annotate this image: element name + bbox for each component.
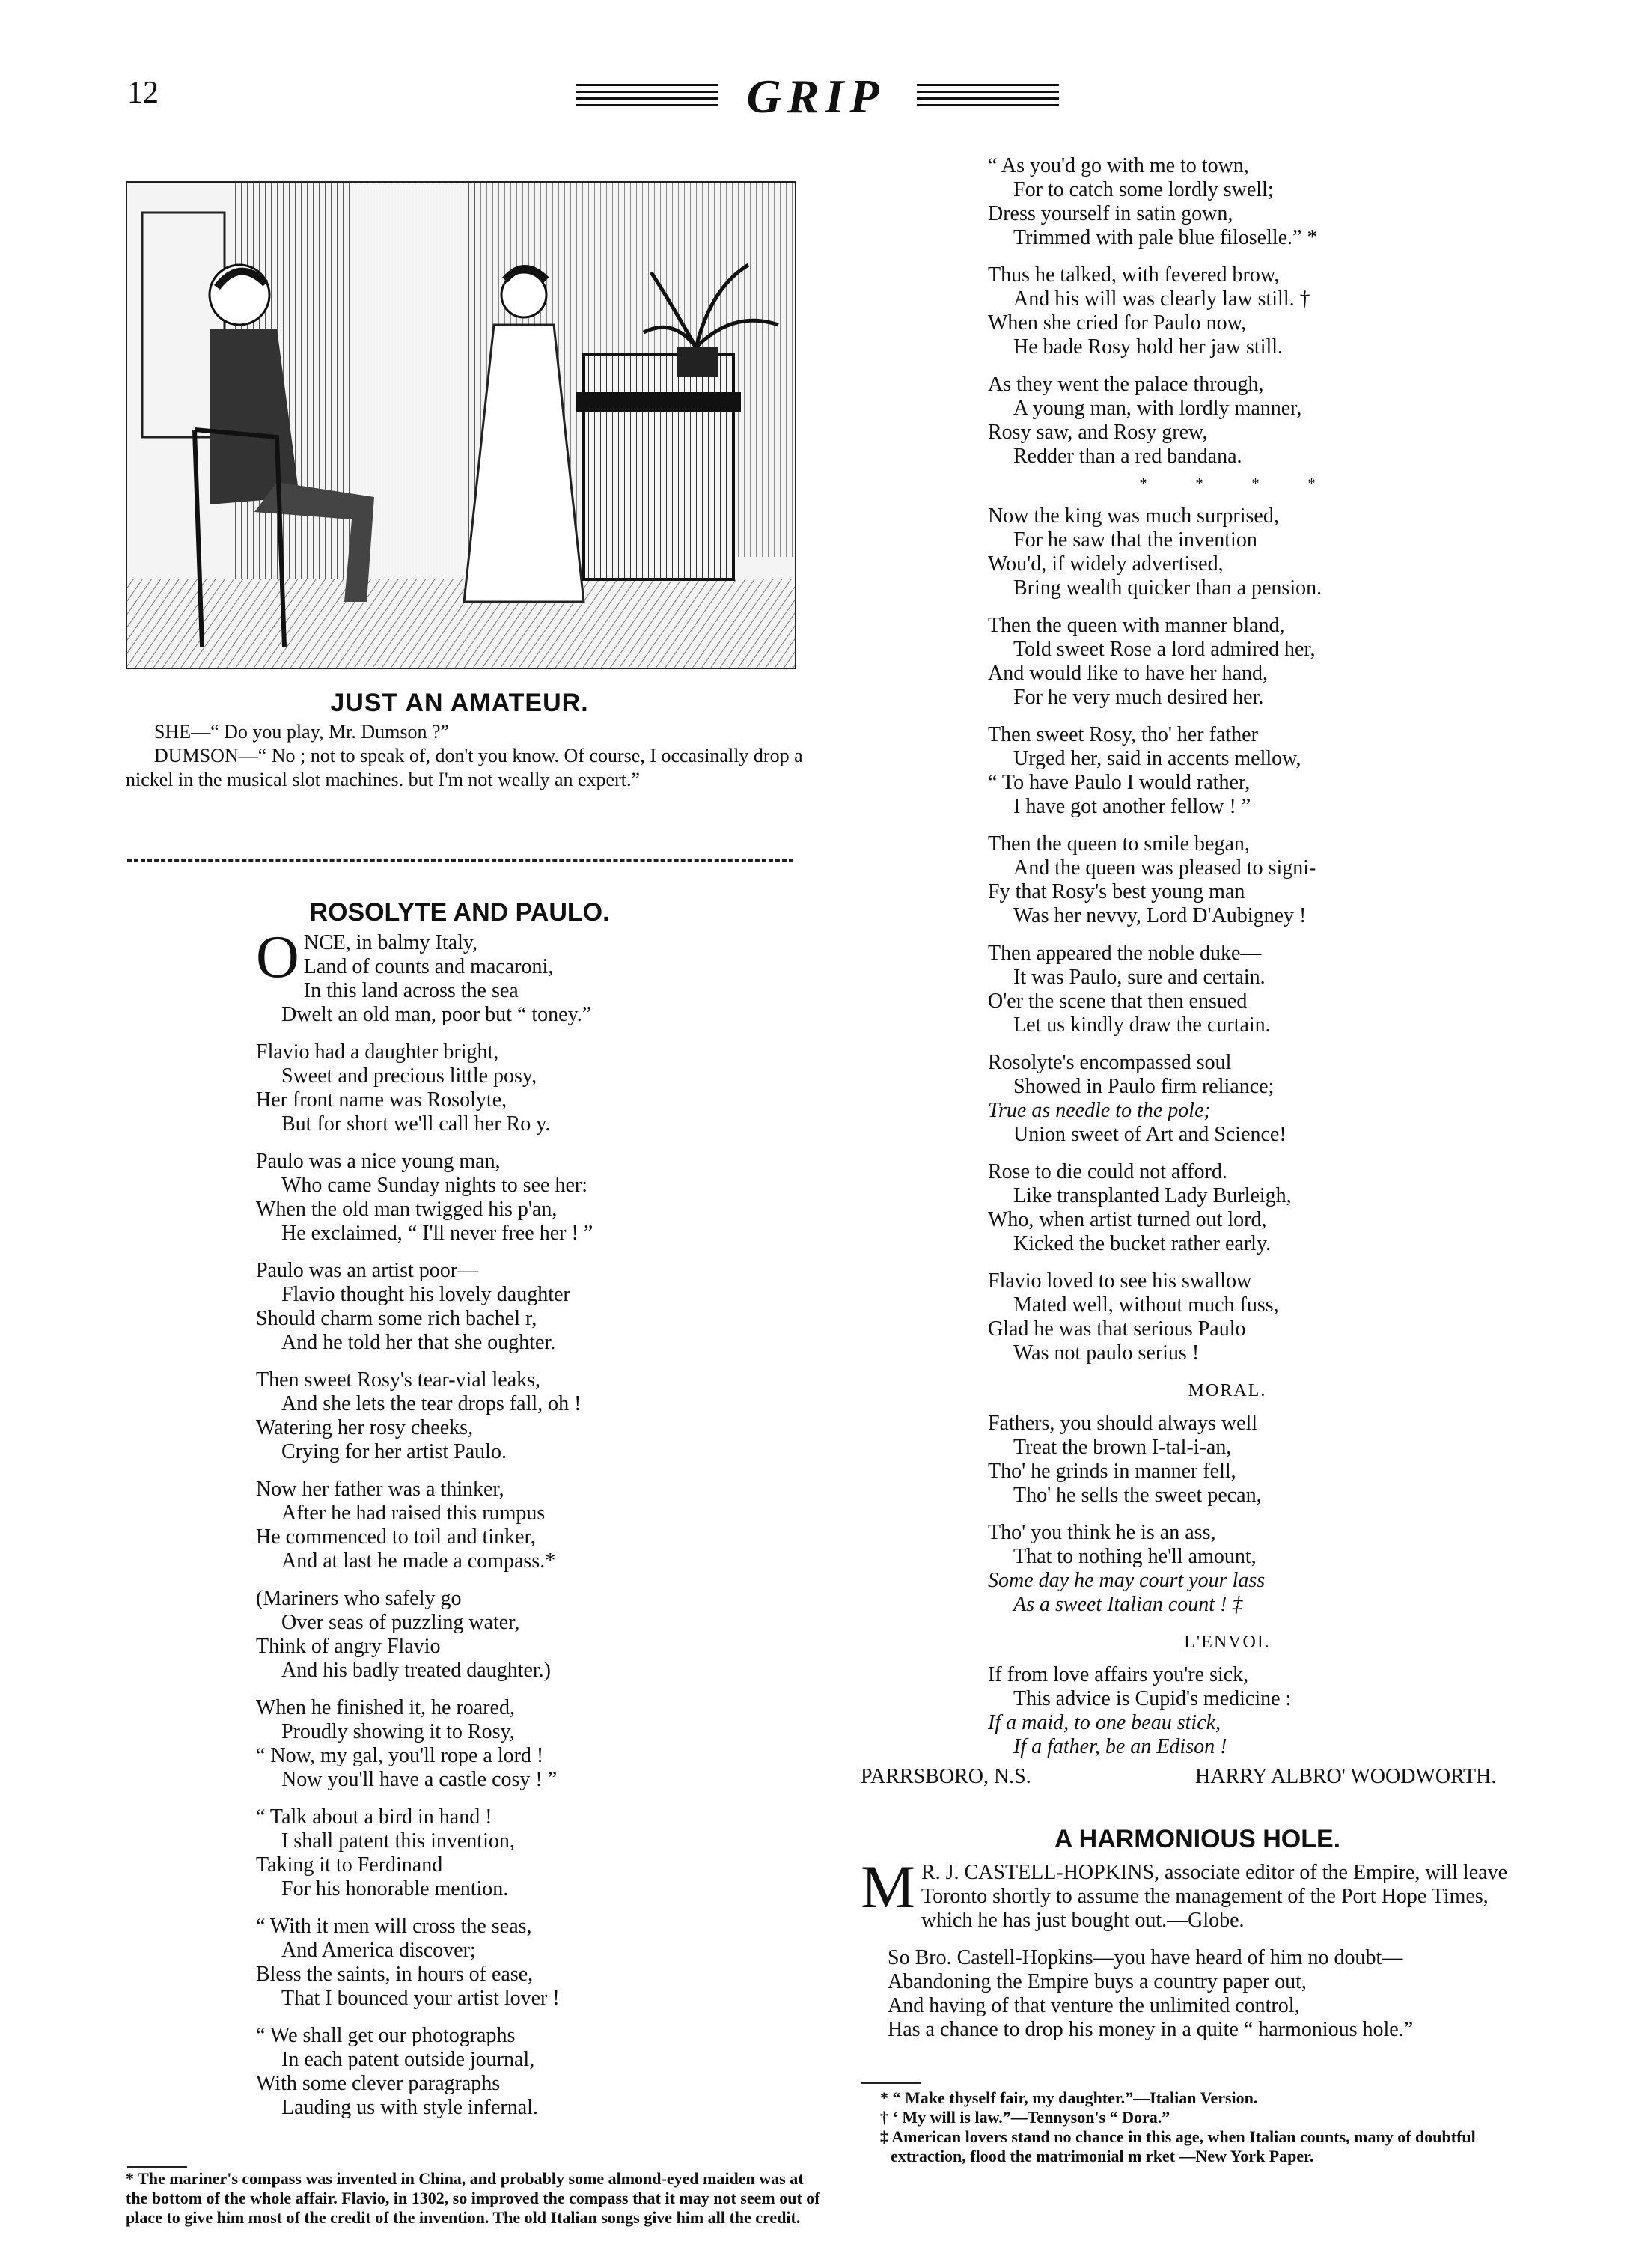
- article-lead: [861, 1853, 1527, 1933]
- verse-line: Sweet and precious little posy,: [281, 1064, 537, 1088]
- masthead-rule-left: [576, 79, 718, 114]
- verse-line: Tho' he grinds in manner fell,: [988, 1460, 1236, 1483]
- verse-line: Told sweet Rose a lord admired her,: [1013, 638, 1316, 661]
- stanza: [988, 723, 1467, 819]
- stanza: [256, 1368, 675, 1464]
- stanza: [256, 1805, 675, 1901]
- verse-line: Wou'd, if widely advertised,: [988, 552, 1224, 576]
- verse-line: Let us kindly draw the curtain.: [1013, 1013, 1271, 1037]
- verse-line: Crying for her artist Paulo.: [281, 1440, 507, 1463]
- verse-line: If from love affairs you're sick,: [988, 1663, 1249, 1686]
- verse-line: Now her father was a thinker,: [256, 1478, 504, 1501]
- verse-line: As a sweet Italian count ! ‡: [1013, 1593, 1243, 1616]
- footnote-item: * “ Make thyself fair, my daughter.”—Italian Version.: [880, 2088, 1258, 2107]
- verse-line: Treat the brown I-tal-i-an,: [1013, 1436, 1232, 1459]
- verse-line: Then appeared the noble duke—: [988, 942, 1262, 965]
- stanza: [256, 1478, 675, 1573]
- verse-line: “ As you'd go with me to town,: [988, 154, 1249, 177]
- asterism-separator: * * * *: [1139, 475, 1316, 492]
- verse-line: In each patent outside journal,: [281, 2048, 535, 2071]
- verse-line: And his badly treated daughter.): [281, 1659, 552, 1682]
- verse-line: And having of that venture the unlimited control,: [888, 1994, 1300, 2017]
- verse-line: Then sweet Rosy's tear-vial leaks,: [256, 1368, 541, 1391]
- footnotes-right: [861, 2088, 1527, 2166]
- verse-line: (Mariners who safely go: [256, 1587, 462, 1610]
- stanza: [256, 1587, 675, 1683]
- drop-cap: M: [861, 1853, 915, 1921]
- article-title: A HARMONIOUS HOLE.: [1054, 1825, 1341, 1853]
- verse-line: He bade Rosy hold her jaw still.: [1013, 335, 1284, 359]
- verse-line: Union sweet of Art and Science!: [1013, 1123, 1286, 1146]
- verse-line: And his will was clearly law still. †: [1013, 287, 1310, 311]
- verse-line: Glad he was that serious Paulo: [988, 1317, 1246, 1341]
- footnote-rule-right: [861, 2082, 921, 2084]
- verse-line: And America discover;: [281, 1939, 476, 1962]
- moral-stanza: [988, 1521, 1467, 1617]
- footnote-compass: * The mariner's compass was invented in China, and probably some almond-eyed maiden was at the bottom of the whole affair. Flavio, in 1302, so improved the compass that it may not seem out of place to give him most of the credit of the invention. The old Italian songs give him all the credit.: [126, 2169, 820, 2227]
- stanza: [988, 373, 1467, 469]
- verse-line: Dwelt an old man, poor but “ toney.”: [281, 1003, 592, 1026]
- illustration-dialogue: [126, 720, 814, 792]
- signature-place: PARRSBORO, N.S.: [861, 1765, 1031, 1788]
- verse-line: Land of counts and macaroni,: [303, 955, 554, 978]
- verse-line: If a father, be an Edison !: [1013, 1735, 1227, 1758]
- verse-line: Fathers, you should always well: [988, 1412, 1258, 1435]
- verse-line: Showed in Paulo firm reliance;: [1013, 1075, 1275, 1098]
- verse-line: He commenced to toil and tinker,: [256, 1525, 536, 1549]
- verse-line: Who, when artist turned out lord,: [988, 1208, 1267, 1231]
- verse-line: Tho' he sells the sweet pecan,: [1013, 1484, 1262, 1507]
- stanza: [256, 1040, 675, 1136]
- footnote-item: † ‘ My will is law.”—Tennyson's “ Dora.”: [880, 2108, 1170, 2127]
- verse-line: Now you'll have a castle cosy ! ”: [281, 1768, 558, 1791]
- stanza: [988, 263, 1467, 359]
- masthead: [576, 69, 1063, 121]
- verse-line: Then the queen with manner bland,: [988, 614, 1285, 637]
- verse-line: Watering her rosy cheeks,: [256, 1416, 474, 1439]
- verse-line: This advice is Cupid's medicine :: [1013, 1687, 1292, 1710]
- verse-line: “ Now, my gal, you'll rope a lord !: [256, 1744, 544, 1767]
- verse-line: Redder than a red bandana.: [1013, 445, 1242, 468]
- illustration-caption: JUST AN AMATEUR.: [330, 689, 589, 717]
- verse-line: For he very much desired her.: [1013, 686, 1264, 709]
- article-lead-text: R. J. CASTELL-HOPKINS, associate editor of the Empire, will leave Toronto shortly to assume the management of the Port Hope Times, which he has just bought out.—Globe.: [921, 1861, 1507, 1932]
- verse-line: Bring wealth quicker than a pension.: [1013, 576, 1322, 600]
- verse-line: When she cried for Paulo now,: [988, 311, 1246, 335]
- verse-line: Paulo was an artist poor—: [256, 1259, 479, 1282]
- moral-heading: MORAL.: [1188, 1381, 1267, 1400]
- verse-line: Then sweet Rosy, tho' her father: [988, 723, 1258, 746]
- masthead-title: GRIP: [746, 70, 885, 123]
- verse-line: Abandoning the Empire buys a country paper out,: [888, 1970, 1307, 1993]
- verse-line: With some clever paragraphs: [256, 2072, 501, 2095]
- stanza: [988, 614, 1467, 710]
- verse-line: “ Talk about a bird in hand !: [256, 1805, 492, 1829]
- verse-line: True as needle to the pole;: [988, 1099, 1211, 1122]
- verse-line: In this land across the sea: [303, 979, 519, 1002]
- stanza: [988, 1051, 1467, 1147]
- verse-line: And at last he made a compass.*: [281, 1549, 556, 1573]
- verse-line: Flavio had a daughter bright,: [256, 1040, 499, 1064]
- illustration: [126, 181, 796, 669]
- verse-line: He exclaimed, “ I'll never free her ! ”: [281, 1222, 593, 1245]
- verse-line: Was her nevvy, Lord D'Aubigney !: [1013, 904, 1307, 927]
- stanza: [988, 1160, 1467, 1256]
- stanza: [988, 154, 1467, 250]
- footnote-rule-left: [127, 2166, 187, 2168]
- verse-line: Some day he may court your lass: [988, 1569, 1266, 1592]
- verse-line: Lauding us with style infernal.: [281, 2096, 538, 2119]
- stanza: [256, 1696, 675, 1792]
- verse-line: As they went the palace through,: [988, 373, 1264, 396]
- stanza: [988, 942, 1467, 1037]
- verse-line: Trimmed with pale blue filoselle.” *: [1013, 226, 1318, 249]
- envoi-stanza: [988, 1663, 1467, 1759]
- verse-line: Then the queen to smile began,: [988, 832, 1250, 856]
- poem-right-column: [988, 154, 1467, 1772]
- poem-signature: [861, 1765, 1519, 1789]
- verse-line: Has a chance to drop his money in a quite “ harmonious hole.”: [888, 2018, 1414, 2041]
- verse-line: Bless the saints, in hours of ease,: [256, 1963, 534, 1986]
- verse-line: A young man, with lordly manner,: [1013, 397, 1302, 420]
- stanza: [256, 1259, 675, 1355]
- verse-line: Rosolyte's encompassed soul: [988, 1051, 1232, 1074]
- verse-line: “ With it men will cross the seas,: [256, 1915, 532, 1938]
- verse-line: Kicked the bucket rather early.: [1013, 1232, 1272, 1255]
- verse-line: Mated well, without much fuss,: [1013, 1293, 1279, 1317]
- verse-line: O'er the scene that then ensued: [988, 990, 1248, 1013]
- verse-line: Rose to die could not afford.: [988, 1160, 1227, 1183]
- verse-line: But for short we'll call her Ro y.: [281, 1112, 551, 1135]
- verse-line: It was Paulo, sure and certain.: [1013, 966, 1266, 989]
- stanza: [988, 1269, 1467, 1365]
- verse-line: Urged her, said in accents mellow,: [1013, 747, 1301, 770]
- envoi-heading: L'ENVOI.: [1184, 1633, 1271, 1652]
- verse-line: After he had raised this rumpus: [281, 1502, 546, 1525]
- dialogue-dumson: DUMSON—“ No ; not to speak of, don't you know. Of course, I occasinally drop a nickel in the musical slot machines. but I'm not weally an expert.”: [126, 745, 803, 790]
- verse-line: And would like to have her hand,: [988, 662, 1269, 685]
- verse-line: Now the king was much surprised,: [988, 504, 1279, 528]
- verse-line: Thus he talked, with fevered brow,: [988, 263, 1280, 287]
- stanza: [988, 832, 1467, 928]
- verse-line: Should charm some rich bachel r,: [256, 1307, 537, 1330]
- signature-author: HARRY ALBRO' WOODWORTH.: [1195, 1765, 1497, 1788]
- article-verse: [861, 1946, 1527, 2042]
- verse-line: And the queen was pleased to signi-: [1013, 856, 1316, 880]
- verse-line: When the old man twigged his p'an,: [256, 1198, 558, 1221]
- stanza: [256, 1915, 675, 2011]
- page-number: 12: [127, 76, 159, 110]
- verse-line: Over seas of puzzling water,: [281, 1611, 520, 1634]
- section-divider: [127, 859, 793, 862]
- masthead-rule-right: [917, 79, 1059, 114]
- verse-line: “ We shall get our photographs: [256, 2024, 516, 2047]
- drop-cap: O: [256, 924, 299, 990]
- verse-line: Who came Sunday nights to see her:: [281, 1174, 588, 1197]
- verse-line: I have got another fellow ! ”: [1013, 795, 1251, 818]
- stanza: [256, 1150, 675, 1246]
- article-body: [861, 1853, 1527, 2042]
- stanza: [988, 504, 1467, 600]
- verse-line: Taking it to Ferdinand: [256, 1853, 443, 1877]
- verse-line: So Bro. Castell-Hopkins—you have heard of him no doubt—: [888, 1946, 1403, 1969]
- verse-line: Her front name was Rosolyte,: [256, 1088, 507, 1112]
- moral-stanza: [988, 1412, 1467, 1508]
- verse-line: For he saw that the invention: [1013, 528, 1257, 552]
- verse-line: If a maid, to one beau stick,: [988, 1711, 1221, 1734]
- verse-line: Rosy saw, and Rosy grew,: [988, 421, 1208, 444]
- verse-line: Flavio thought his lovely daughter: [281, 1283, 570, 1306]
- stanza: [256, 2024, 675, 2120]
- verse-line: That I bounced your artist lover !: [281, 1987, 560, 2010]
- verse-line: Was not paulo serius !: [1013, 1341, 1200, 1365]
- verse-line: And he told her that she oughter.: [281, 1331, 556, 1354]
- verse-line: Think of angry Flavio: [256, 1635, 441, 1658]
- stanza: [256, 924, 675, 1027]
- verse-line: Flavio loved to see his swallow: [988, 1269, 1252, 1293]
- verse-line: “ To have Paulo I would rather,: [988, 771, 1251, 794]
- verse-line: Fy that Rosy's best young man: [988, 880, 1245, 903]
- poem-title: ROSOLYTE AND PAULO.: [309, 898, 610, 927]
- footnote-item: ‡ American lovers stand no chance in this age, when Italian counts, many of doubtful extraction, flood the matrimonial m rket —New York Paper.: [880, 2127, 1476, 2165]
- verse-line: When he finished it, he roared,: [256, 1696, 515, 1719]
- verse-line: Proudly showing it to Rosy,: [281, 1720, 515, 1743]
- verse-line: Paulo was a nice young man,: [256, 1150, 501, 1173]
- engraving-image: [127, 183, 795, 668]
- verse-line: And she lets the tear drops fall, oh !: [281, 1392, 582, 1415]
- verse-line: For to catch some lordly swell;: [1013, 178, 1274, 201]
- verse-line: For his honorable mention.: [281, 1877, 509, 1900]
- poem-left-column: [256, 924, 675, 2133]
- verse-line: I shall patent this invention,: [281, 1829, 515, 1853]
- verse-line: Dress yourself in satin gown,: [988, 202, 1233, 225]
- verse-line: Like transplanted Lady Burleigh,: [1013, 1184, 1292, 1207]
- verse-line: That to nothing he'll amount,: [1013, 1545, 1257, 1568]
- verse-line: NCE, in balmy Italy,: [303, 931, 478, 954]
- verse-line: Tho' you think he is an ass,: [988, 1521, 1216, 1544]
- dialogue-she: SHE—“ Do you play, Mr. Dumson ?”: [154, 721, 450, 743]
